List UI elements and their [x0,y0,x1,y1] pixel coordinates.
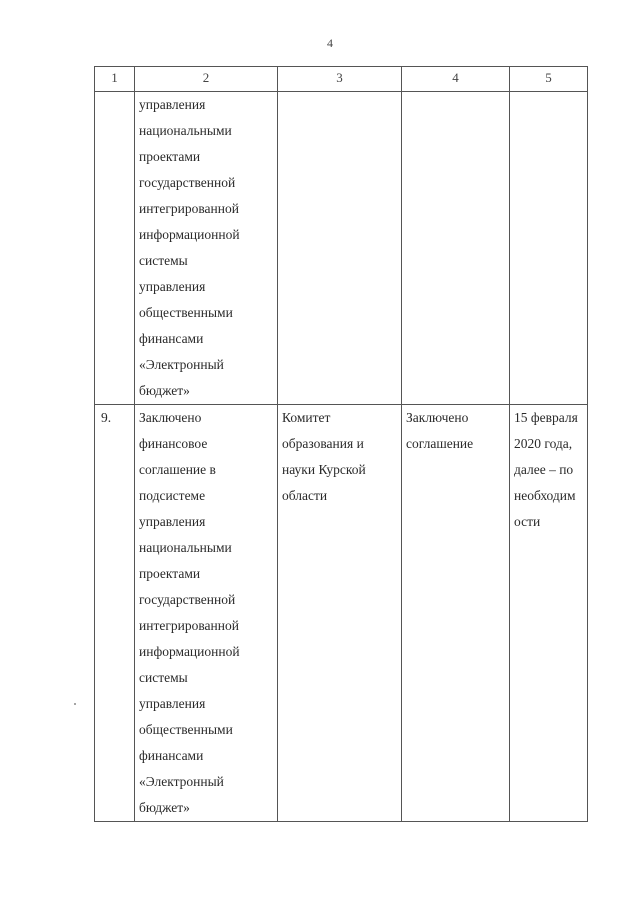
cell-text-line: системы [139,670,188,685]
scan-speck [74,703,76,705]
continuation-result-cell [402,92,510,405]
cell-text-line: Заключено [406,410,469,425]
cell-text-line: государственной [139,175,236,190]
cell-text-line: бюджет» [139,800,190,815]
cell-text-line: национальными [139,540,232,555]
header-col-3: 3 [278,67,402,92]
continuation-number-cell [95,92,135,405]
cell-text-line: управления [139,514,206,529]
page-number: 4 [327,36,333,50]
cell-text-line: Комитет [282,410,331,425]
cell-text-line: финансовое [139,436,208,451]
row9-deadline-cell [510,405,588,822]
cell-text-line: далее – по [514,462,574,477]
cell-text-line: образования и [282,436,364,451]
cell-text-line: системы [139,253,188,268]
cell-text-line: проектами [139,566,201,581]
header-col-2: 2 [135,67,278,92]
cell-text-line: 2020 года, [514,436,573,451]
cell-text-line: управления [139,97,206,112]
cell-text-line: необходим [514,488,576,503]
cell-text-line: соглашение в [139,462,216,477]
row9-number-cell: 9. [95,405,135,822]
header-col-5: 5 [510,67,588,92]
cell-text-line: бюджет» [139,383,190,398]
cell-text-line: государственной [139,592,236,607]
cell-text-line: управления [139,696,206,711]
continuation-responsible-cell [278,92,402,405]
table-row-9 [95,405,588,822]
cell-text-line: интегрированной [139,618,239,633]
cell-text-line: общественными [139,722,233,737]
cell-text-line: подсистеме [139,488,206,503]
cell-text-line: 15 февраля [514,410,578,425]
cell-text-line: области [282,488,328,503]
cell-text-line: управления [139,279,206,294]
cell-text-line: соглашение [406,436,474,451]
continuation-event-cell [135,92,278,405]
cell-text-line: науки Курской [282,462,366,477]
continuation-deadline-cell [510,92,588,405]
header-col-1: 1 [95,67,135,92]
cell-text-line: финансами [139,331,204,346]
row9-result-cell [402,405,510,822]
document-table [94,66,588,822]
row9-responsible-cell [278,405,402,822]
cell-text-line: информационной [139,227,240,242]
cell-text-line: ости [514,514,541,529]
cell-text-line: национальными [139,123,232,138]
cell-text-line: Заключено [139,410,202,425]
cell-text-line: проектами [139,149,201,164]
table-row-continuation [95,92,588,405]
cell-text-line: финансами [139,748,204,763]
cell-text-line: «Электронный [139,774,224,789]
row9-event-cell [135,405,278,822]
table-header-row [95,67,588,92]
cell-text-line: общественными [139,305,233,320]
cell-text-line: интегрированной [139,201,239,216]
header-col-4: 4 [402,67,510,92]
cell-text-line: информационной [139,644,240,659]
cell-text-line: «Электронный [139,357,224,372]
